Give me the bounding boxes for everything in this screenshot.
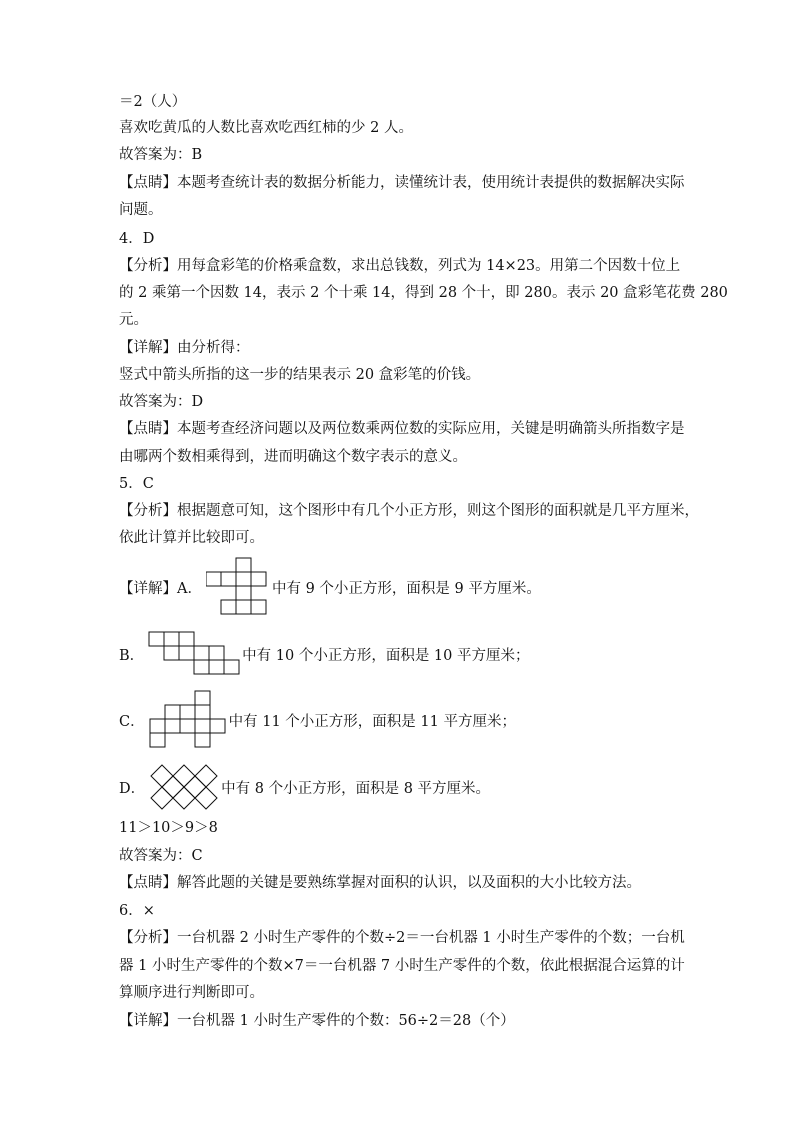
text-line: 【分析】用每盒彩笔的价格乘盒数，求出总钱数，列式为 14×23。用第二个因数十位上 [119, 258, 681, 274]
text-line: 问题。 [119, 202, 163, 218]
figure-row-d [119, 764, 490, 810]
grid-figure-c [149, 690, 227, 750]
figure-description: 中有 9 个小正方形，面积是 9 平方厘米。 [271, 580, 541, 597]
figure-label: 【详解】A． [119, 580, 202, 597]
figure-label: B． [119, 647, 145, 664]
text-line: 5．C [119, 476, 154, 492]
text-line: 11＞10＞9＞8 [119, 820, 218, 836]
grid-figure-a [206, 557, 270, 617]
figure-label: C． [119, 713, 145, 730]
text-line: ＝2（人） [119, 94, 187, 110]
text-line: 6．× [119, 903, 155, 919]
text-line: 故答案为：B [119, 147, 203, 163]
text-line: 喜欢吃黄瓜的人数比喜欢吃西红柿的少 2 人。 [119, 120, 413, 136]
figure-row-c [119, 690, 516, 750]
text-line: 由哪两个数相乘得到，进而明确这个数字表示的意义。 [119, 449, 467, 465]
text-line: 【分析】一台机器 2 小时生产零件的个数÷2＝一台机器 1 小时生产零件的个数；一台机 [119, 930, 685, 946]
figure-row-b [119, 631, 530, 677]
text-line: 【点睛】本题考查统计表的数据分析能力，读懂统计表，使用统计表提供的数据解决实际 [119, 175, 685, 191]
figure-description: 中有 10 个小正方形，面积是 10 平方厘米； [242, 647, 530, 664]
grid-figure-b [148, 631, 240, 677]
figure-description: 中有 8 个小正方形，面积是 8 平方厘米。 [221, 780, 491, 797]
text-line: 器 1 小时生产零件的个数×7＝一台机器 7 小时生产零件的个数，依此根据混合运算的计 [119, 958, 685, 974]
text-line: 故答案为：C [119, 848, 203, 864]
text-line: 算顺序进行判断即可。 [119, 985, 264, 1001]
text-line: 【详解】由分析得： [119, 340, 250, 356]
text-line: 4．D [119, 231, 155, 247]
text-line: 【详解】一台机器 1 小时生产零件的个数：56÷2＝28（个） [119, 1013, 515, 1029]
text-line: 依此计算并比较即可。 [119, 530, 264, 546]
grid-figure-d [149, 764, 219, 810]
text-line: 元。 [119, 312, 148, 328]
text-line: 竖式中箭头所指的这一步的结果表示 20 盒彩笔的价钱。 [119, 367, 481, 383]
text-line: 故答案为：D [119, 394, 204, 410]
text-line: 【点睛】本题考查经济问题以及两位数乘两位数的实际应用，关键是明确箭头所指数字是 [119, 421, 685, 437]
figure-label: D． [119, 780, 146, 797]
text-line: 的 2 乘第一个因数 14，表示 2 个十乘 14，得到 28 个十，即 280。表示 20 盒彩笔花费 280 [119, 285, 728, 301]
figure-description: 中有 11 个小正方形，面积是 11 平方厘米； [228, 713, 516, 730]
text-line: 【点睛】解答此题的关键是要熟练掌握对面积的认识，以及面积的大小比较方法。 [119, 875, 641, 891]
figure-row-a [119, 557, 541, 617]
text-line: 【分析】根据题意可知，这个图形中有几个小正方形，则这个图形的面积就是几平方厘米， [119, 503, 699, 519]
